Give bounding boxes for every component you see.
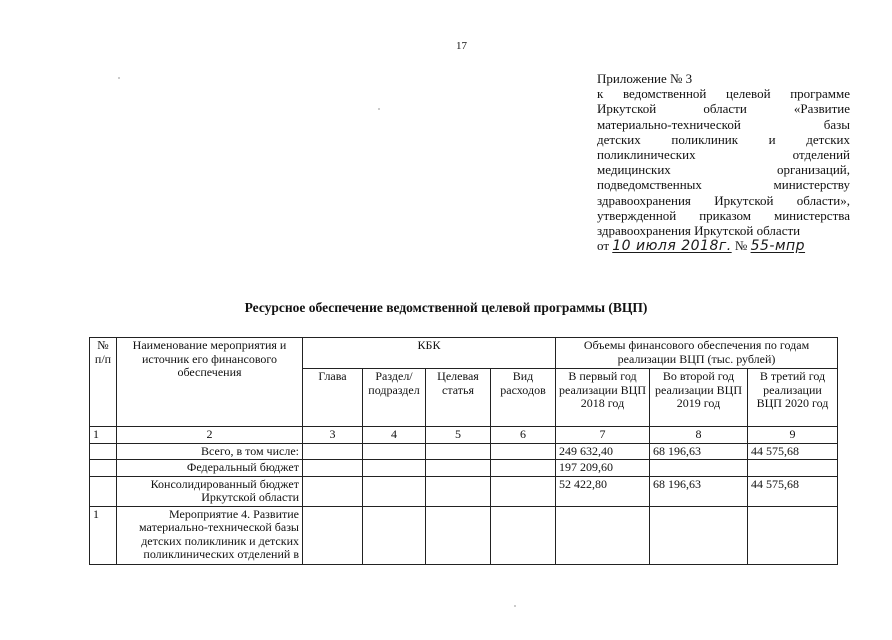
page-number: 17 <box>456 40 467 52</box>
appendix-line: к ведомственной целевой программе <box>597 86 850 102</box>
appendix-line: здравоохранения Иркутской области», <box>597 192 850 208</box>
resource-table <box>89 337 838 565</box>
table-row <box>90 476 838 506</box>
header-statya: Целевая статья <box>426 369 491 427</box>
header-name: Наименование мероприятия и источник его финансового обеспечения <box>117 338 303 427</box>
row-year-2 <box>650 460 748 477</box>
appendix-line: детских поликлиник и детских <box>597 131 850 147</box>
appendix-line: подведомственных министерству <box>597 177 850 193</box>
column-number: 2 <box>117 427 303 444</box>
document-title: Ресурсное обеспечение ведомственной целевой программы (ВЦП) <box>244 300 648 315</box>
row-razdel <box>363 443 426 460</box>
header-vid: Вид расходов <box>491 369 556 427</box>
row-vid <box>491 460 556 477</box>
column-number: 7 <box>556 427 650 444</box>
scan-speck <box>118 77 120 79</box>
column-number: 5 <box>426 427 491 444</box>
column-number: 3 <box>303 427 363 444</box>
row-razdel <box>363 476 426 506</box>
row-name: Федеральный бюджет <box>117 460 303 477</box>
row-num <box>90 476 117 506</box>
row-year-2 <box>650 506 748 564</box>
row-statya <box>426 443 491 460</box>
appendix-line: медицинских организаций, <box>597 162 850 178</box>
row-year-3: 44 575,68 <box>748 476 838 506</box>
column-number: 9 <box>748 427 838 444</box>
row-statya <box>426 506 491 564</box>
table-row <box>90 506 838 564</box>
row-num <box>90 460 117 477</box>
row-vid <box>491 443 556 460</box>
row-year-1: 197 209,60 <box>556 460 650 477</box>
row-year-3: 44 575,68 <box>748 443 838 460</box>
number-prefix: № <box>734 238 748 254</box>
row-year-1 <box>556 506 650 564</box>
header-volumes: Объемы финансового обеспечения по годам реализации ВЦП (тыс. рублей) <box>556 338 838 369</box>
row-razdel <box>363 506 426 564</box>
header-year-2: Во второй год реализации ВЦП 2019 год <box>650 369 748 427</box>
row-glava <box>303 506 363 564</box>
header-num: № п/п <box>90 338 117 427</box>
row-year-1: 52 422,80 <box>556 476 650 506</box>
row-year-1: 249 632,40 <box>556 443 650 460</box>
header-year-3: В третий год реализации ВЦП 2020 год <box>748 369 838 427</box>
order-date-line <box>597 238 850 254</box>
column-number: 6 <box>491 427 556 444</box>
row-name: Всего, в том числе: <box>117 443 303 460</box>
scan-speck <box>378 108 380 110</box>
row-razdel <box>363 460 426 477</box>
row-num <box>90 443 117 460</box>
row-glava <box>303 443 363 460</box>
appendix-line: Иркутской области «Развитие <box>597 101 850 117</box>
row-num: 1 <box>90 506 117 564</box>
date-prefix: от <box>597 238 610 254</box>
header-glava: Глава <box>303 369 363 427</box>
row-year-3 <box>748 460 838 477</box>
row-vid <box>491 476 556 506</box>
appendix-line: утвержденной приказом министерства <box>597 207 850 223</box>
appendix-line: здравоохранения Иркутской области <box>597 223 801 239</box>
appendix-block <box>597 71 850 254</box>
row-year-2: 68 196,63 <box>650 443 748 460</box>
row-statya <box>426 476 491 506</box>
header-year-1: В первый год реализации ВЦП 2018 год <box>556 369 650 427</box>
column-number: 8 <box>650 427 748 444</box>
scan-speck <box>514 605 516 607</box>
row-statya <box>426 460 491 477</box>
column-number-row <box>90 427 838 444</box>
column-number: 1 <box>90 427 117 444</box>
header-razdel: Раздел/ подраздел <box>363 369 426 427</box>
row-name: Консолидированный бюджет Иркутской области <box>117 476 303 506</box>
table-row <box>90 443 838 460</box>
table-row <box>90 460 838 477</box>
handwritten-date: 10 июля 2018г. <box>612 238 732 255</box>
appendix-heading: Приложение № 3 <box>597 71 693 86</box>
row-year-3 <box>748 506 838 564</box>
row-vid <box>491 506 556 564</box>
appendix-line: материально-технической базы <box>597 116 850 132</box>
handwritten-order-number: 55-мпр <box>750 238 806 255</box>
row-year-2: 68 196,63 <box>650 476 748 506</box>
row-glava <box>303 460 363 477</box>
appendix-line: поликлинических отделений <box>597 147 850 163</box>
column-number: 4 <box>363 427 426 444</box>
row-name: Мероприятие 4. Развитие материально-технической базы детских поликлиник и детских поликлинических отделений в <box>117 506 303 564</box>
table-header-row <box>90 338 838 369</box>
header-kbk: КБК <box>303 338 556 369</box>
row-glava <box>303 476 363 506</box>
